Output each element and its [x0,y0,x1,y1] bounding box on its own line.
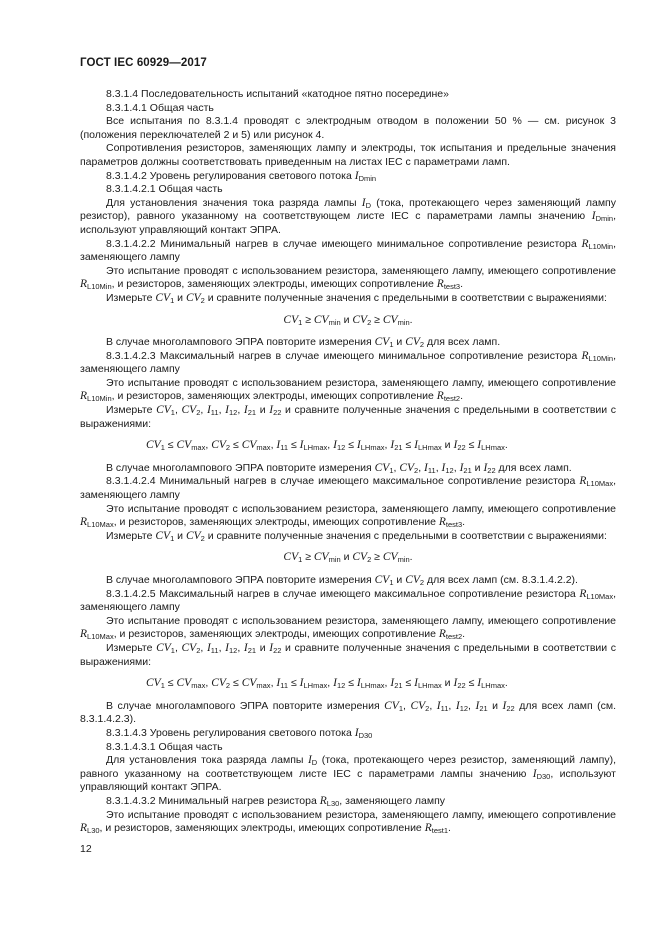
page-number: 12 [80,843,92,855]
paragraph: Измерьте $CV_1$, $CV_2$, $I_{11}$, $I_{12}$, $I_{21}$ и $I_{22}$ и сравните полученные значения с предельными в соответствии с выражениями: [80,641,617,668]
paragraph: В случае многолампового ЭПРА повторите измерения $CV_1$ и $CV_2$ для всех ламп. [106,336,501,350]
section-8-3-1-4-2-heading: 8.3.1.4.2 Уровень регулирования светового потока $I_{Dmin}$ [106,169,377,183]
paragraph: В случае многолампового ЭПРА повторите измерения $CV_1$, $CV_2$, $I_{11}$, $I_{12}$, $I_{21}$ и $I_{22}$ для всех ламп. [106,461,572,475]
section-8-3-1-4-2-5-heading: 8.3.1.4.2.5 Максимальный нагрев в случае имеющего максимальное сопротивление резистора $R_{L10Max}$, заменяющего лампу [80,587,616,614]
paragraph: Измерьте $CV_1$ и $CV_2$ и сравните полученные значения с предельными в соответствии с выражениями: [106,529,607,543]
paragraph: Это испытание проводят с использованием резистора, заменяющего лампу, имеющего сопротивление $R_{L10Min}$, и резисторов, заменяющих электроды, имеющих сопротивление $R_{test2}$. [80,376,616,404]
formula: $CV_1 \le CV_{max}$, $CV_2 \le CV_{max}$, $I_{11} \le I_{LHmax}$, $I_{12} \le I_{LHmax}$, $I_{21} \le I_{LHmax}$ и $I_{22} \le I_{LHmax}$. [146,439,508,453]
paragraph: Это испытание проводят с использованием резистора, заменяющего лампу, имеющего сопротивление $R_{L10Min}$, и резисторов, заменяющих электроды, имеющих сопротивление $R_{test3}$. [80,264,616,292]
section-8-3-1-4-3-2-heading: 8.3.1.4.3.2 Минимальный нагрев резистора $R_{L30}$, заменяющего лампу [106,794,446,808]
section-8-3-1-4-2-3-heading: 8.3.1.4.2.3 Максимальный нагрев в случае имеющего минимальное сопротивление резистора $R_{L10Min}$, заменяющего лампу [80,349,616,376]
section-8-3-1-4-3-heading: 8.3.1.4.3 Уровень регулирования светового потока $I_{D30}$ [106,726,373,740]
formula: $CV_1 \le CV_{max}$, $CV_2 \le CV_{max}$, $I_{11} \le I_{LHmax}$, $I_{12} \le I_{LHmax}$, $I_{21} \le I_{LHmax}$ и $I_{22} \le I_{LHmax}$. [146,677,508,691]
paragraph: Измерьте $CV_1$, $CV_2$, $I_{11}$, $I_{12}$, $I_{21}$ и $I_{22}$ и сравните полученные значения с предельными в соответствии с выражениями: [80,404,617,430]
paragraph: Это испытание проводят с использованием резистора, заменяющего лампу, имеющего сопротивление $R_{L10Max}$, и резисторов, заменяющих электроды, имеющих сопротивление $R_{test3}$. [80,502,616,530]
paragraph: Для установления значения тока разряда лампы $I_D$ (тока, протекающего через заменяющий лампу резистор), равного указанному на соответствующем листе IEC с параметрами лампы значению $I_{Dmin}$, используют управляющий контакт ЭПРА. [80,196,616,236]
formula: $CV_1 \ge CV_{min}$ и $CV_2 \ge CV_{min}$. [283,551,413,565]
paragraph: Все испытания по 8.3.1.4 проводят с электродным отводом в положении 50 % — см. рисунок 3 (положения переключателей 2 и 5) или рисунок 4. [80,115,616,141]
paragraph: В случае многолампового ЭПРА повторите измерения $CV_1$, $CV_2$, $I_{11}$, $I_{12}$, $I_{21}$ и $I_{22}$ для всех ламп (см. 8.3.1.4.2.3). [80,699,617,726]
paragraph: Это испытание проводят с использованием резистора, заменяющего лампу, имеющего сопротивление $R_{L30}$, и резисторов, заменяющих электроды, имеющих сопротивление $R_{test1}$. [80,808,616,836]
section-8-3-1-4-2-1-heading: 8.3.1.4.2.1 Общая часть [106,183,223,196]
paragraph: Сопротивления резисторов, заменяющих лампу и электроды, ток испытания и предельные значения параметров должны соответствовать приведенным на листах IEC с параметрами ламп. [80,142,616,168]
section-8-3-1-4-2-2-heading: 8.3.1.4.2.2 Минимальный нагрев в случае имеющего минимальное сопротивление резистора $R_{L10Min}$, заменяющего лампу [80,237,616,264]
paragraph: Это испытание проводят с использованием резистора, заменяющего лампу, имеющего сопротивление $R_{L10Max}$, и резисторов, заменяющих электроды, имеющих сопротивление $R_{test2}$. [80,614,616,642]
section-8-3-1-4-heading: 8.3.1.4 Последовательность испытаний «катодное пятно посередине» [106,88,449,100]
section-8-3-1-4-3-1-heading: 8.3.1.4.3.1 Общая часть [106,740,223,753]
paragraph: Для установления тока разряда лампы $I_D$ (тока, протекающего через резистор, заменяющий лампу), равного указанному на соответствующем листе IEC с параметрами лампы значению $I_{D30}$, используют управляющий контакт ЭПРА. [80,754,616,794]
paragraph: Измерьте $CV_1$ и $CV_2$ и сравните полученные значения с предельными в соответствии с выражениями: [106,291,607,305]
formula: $CV_1 \ge CV_{min}$ и $CV_2 \ge CV_{min}$. [283,313,413,327]
section-8-3-1-4-1-heading: 8.3.1.4.1 Общая часть [106,101,214,114]
paragraph: В случае многолампового ЭПРА повторите измерения $CV_1$ и $CV_2$ для всех ламп (см. 8.3.1.4.2.2). [106,574,578,587]
document-body [80,88,616,836]
document-header: ГОСТ IEC 60929—2017 [80,57,207,69]
section-8-3-1-4-2-4-heading: 8.3.1.4.2.4 Минимальный нагрев в случае имеющего максимальное сопротивление резистора $R_{L10Max}$, заменяющего лампу [80,475,616,502]
